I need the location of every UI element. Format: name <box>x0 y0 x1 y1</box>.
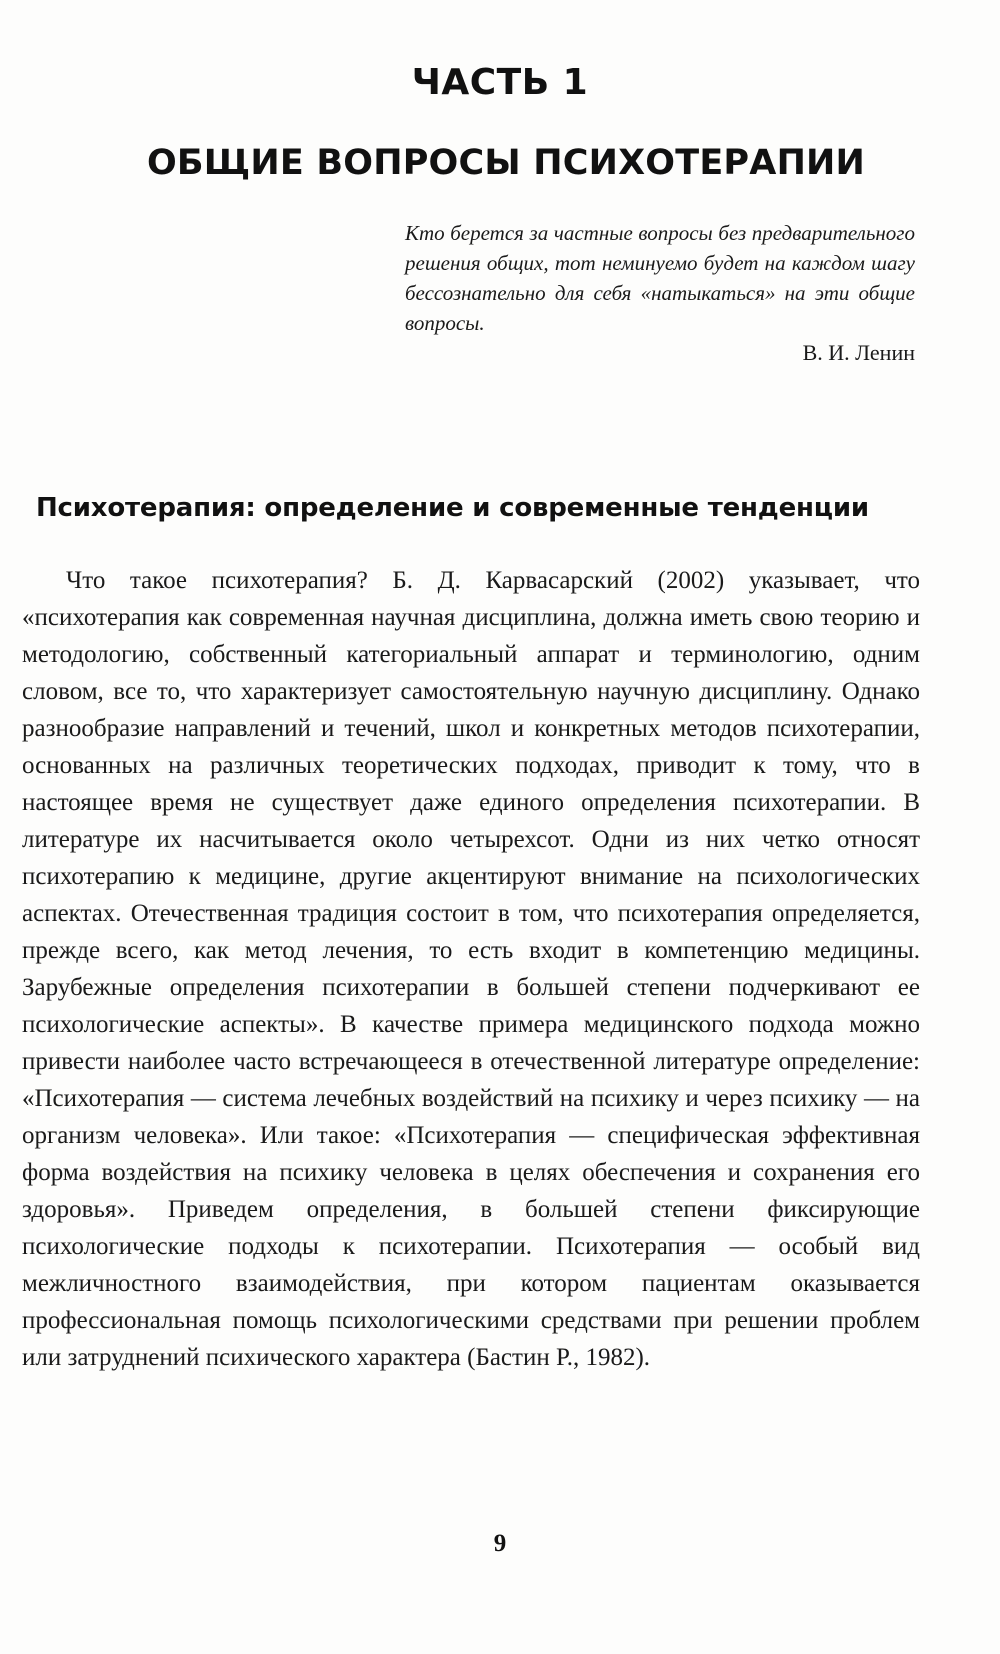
part-title: ОБЩИЕ ВОПРОСЫ ПСИХОТЕРАПИИ <box>146 143 866 183</box>
page-number: 9 <box>493 1530 507 1557</box>
epigraph-author: В. И. Ленин <box>802 340 915 365</box>
epigraph-text: Кто берется за частные вопросы без предварительного решения общих, тот неминуемо будет на каждом шагу бессознательно для себя «натыкаться» на эти общие вопросы. <box>405 221 915 335</box>
epigraph <box>405 218 915 368</box>
body-paragraph: Что такое психотерапия? Б. Д. Карвасарский (2002) указывает, что «психотерапия как современная научная дисциплина, должна иметь свою теорию и методологию, собственный категориальный аппарат и терминологию, одним словом, все то, что характеризует самостоятельную научную дисциплину. Однако разнообразие направлений и течений, школ и конкретных методов психотерапии, основанных на различных теоретических подходах, приводит к тому, что в настоящее время не существует даже единого определения психотерапии. В литературе их насчитывается около четырехсот. Одни из них четко относят психотерапию к медицине, другие акцентируют внимание на психологических аспектах. Отечественная традиция состоит в том, что психотерапия определяется, прежде всего, как метод лечения, то есть входит в компетенцию медицины. Зарубежные определения психотерапии в большей степени подчеркивают ее психологические аспекты». В качестве примера медицинского подхода можно привести наиболее часто встречающееся в отечественной литературе определение: «Психотерапия — система лечебных воздействий на психику и через психику — на организм человека». Или такое: «Психотерапия — специфическая эффективная форма воздействия на психику человека в целях обеспечения и сохранения его здоровья». Приведем определения, в большей степени фиксирующие психологические подходы к психотерапии. Психотерапия — особый вид межличностного взаимодействия, при котором пациентам оказывается профессиональная помощь психологическими средствами при решении проблем или затруднений психического характера (Бастин Р., 1982). <box>22 567 920 1371</box>
section-heading: Психотерапия: определение и современные тенденции <box>36 493 869 523</box>
part-label: ЧАСТЬ 1 <box>411 62 589 103</box>
